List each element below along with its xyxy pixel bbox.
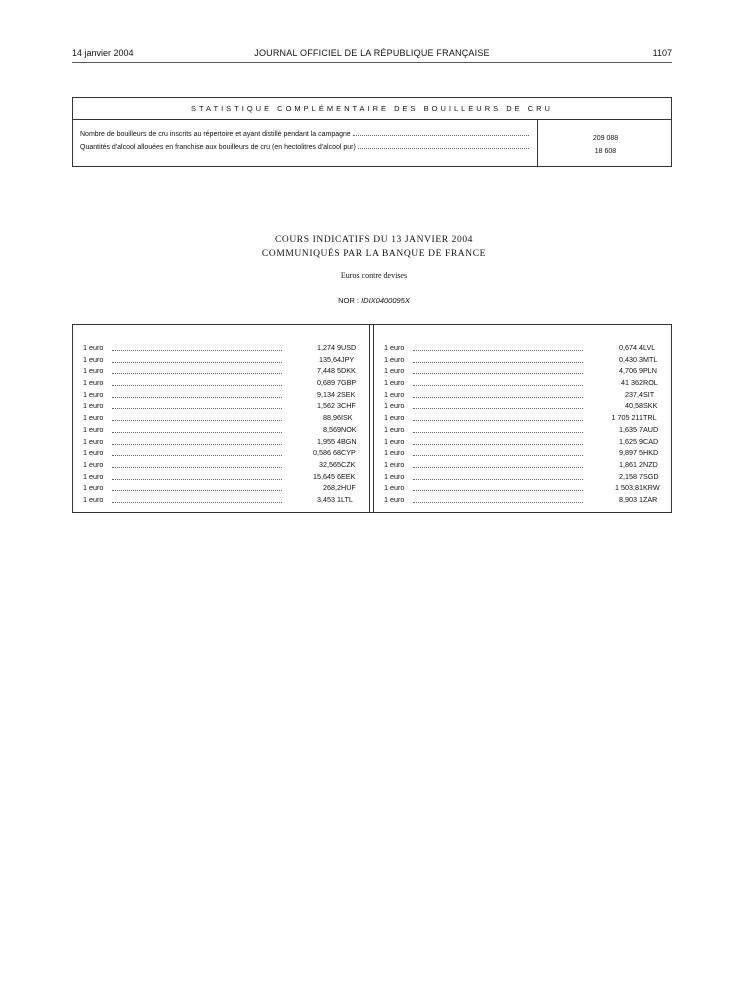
rate-value: 0,430 3: [619, 354, 643, 364]
currency-code: SEK: [341, 389, 356, 399]
section-title-line2: COMMUNIQUÉS PAR LA BANQUE DE FRANCE: [261, 249, 487, 259]
dot-leader: [413, 408, 583, 409]
rate-value: 2,158 7: [619, 471, 643, 481]
rate-label: 1 euro: [384, 343, 405, 352]
rate-row: [384, 424, 664, 436]
rate-label: 1 euro: [83, 366, 104, 376]
dot-leader: [413, 490, 583, 491]
dot-leader: [112, 408, 282, 409]
rate-value: 15,645 6: [313, 471, 341, 481]
rate-row: [384, 447, 664, 459]
header-date: 14 janvier 2004: [72, 48, 134, 58]
rates-column-right: [384, 342, 664, 506]
rate-value: 1 705 211: [611, 413, 643, 423]
currency-code: KRW: [643, 483, 660, 493]
dot-leader: [112, 385, 282, 386]
rate-row: [83, 365, 359, 377]
rate-label: 1 euro: [384, 413, 405, 423]
currency-code: SKK: [643, 401, 658, 411]
currency-code: ZAR: [643, 494, 658, 504]
dot-leader: [112, 479, 282, 480]
dot-leader: [413, 350, 583, 351]
rate-label: 1 euro: [83, 401, 104, 411]
currency-code: BGN: [341, 436, 357, 446]
rate-row: [384, 365, 664, 377]
rate-value: 0,689 7: [317, 378, 341, 388]
rate-value: 1,562 3: [317, 401, 341, 411]
currency-code: PLN: [643, 366, 657, 376]
currency-code: JPY: [341, 354, 355, 364]
rate-value: 88,96: [323, 413, 341, 423]
dot-leader: [413, 455, 583, 456]
dot-leader: [353, 131, 529, 136]
rate-row: [83, 412, 359, 424]
currency-code: CZK: [341, 459, 356, 469]
dot-leader: [413, 502, 583, 503]
header-rule: [72, 62, 672, 63]
rate-value: 8,903 1: [619, 494, 643, 504]
stat-row-value: 209 088: [592, 135, 619, 142]
dot-leader: [112, 362, 282, 363]
dot-leader: [413, 397, 583, 398]
rate-row: [83, 424, 359, 436]
rate-label: 1 euro: [83, 483, 104, 493]
rate-label: 1 euro: [384, 483, 405, 493]
rate-row: [83, 436, 359, 448]
dot-leader: [413, 373, 583, 374]
rate-row: [384, 459, 664, 471]
rate-value: 1,955 4: [317, 436, 341, 446]
dot-leader: [112, 467, 282, 468]
rate-label: 1 euro: [384, 401, 405, 411]
rate-row: [384, 342, 664, 354]
dot-leader: [112, 373, 282, 374]
rate-value: 1,635 7: [619, 424, 643, 434]
dot-leader: [112, 455, 282, 456]
rates-column-left: [83, 342, 359, 506]
rate-label: 1 euro: [83, 448, 104, 458]
page-header: [72, 48, 672, 62]
rate-row: [384, 471, 664, 483]
stat-row-label-text: Nombre de bouilleurs de cru inscrits au répertoire et ayant distillé pendant la campagne: [80, 131, 351, 138]
rate-label: 1 euro: [83, 343, 104, 352]
rate-row: [83, 389, 359, 401]
stat-row-label: [80, 131, 531, 138]
rate-label: 1 euro: [83, 378, 104, 388]
currency-code: DKK: [341, 366, 356, 376]
section-title-line1: COURS INDICATIFS DU 13 JANVIER 2004: [274, 235, 474, 245]
rate-value: 9,134 2: [317, 389, 341, 399]
rate-row: [384, 354, 664, 366]
rate-value: 1,861 2: [619, 459, 643, 469]
rate-value: 3,453 1: [317, 494, 341, 504]
statistics-table: [72, 97, 672, 167]
dot-leader: [413, 385, 583, 386]
rate-row: [384, 494, 664, 506]
currency-code: HKD: [643, 448, 659, 458]
rate-label: 1 euro: [83, 389, 104, 399]
dot-leader: [112, 397, 282, 398]
rate-value: 268,2: [323, 483, 341, 493]
rate-label: 1 euro: [83, 494, 104, 504]
currency-code: LVL: [643, 343, 656, 352]
rate-value: 7,448 5: [317, 366, 341, 376]
page-number: 1107: [652, 48, 672, 58]
dot-leader: [413, 432, 583, 433]
dot-leader: [413, 362, 583, 363]
rate-label: 1 euro: [384, 424, 405, 434]
nor-reference: [0, 296, 748, 305]
rate-label: 1 euro: [384, 366, 405, 376]
dot-leader: [413, 467, 583, 468]
currency-code: SGD: [643, 471, 659, 481]
rate-row: [384, 377, 664, 389]
nor-code: IDIX0400095X: [361, 296, 410, 305]
rate-label: 1 euro: [384, 378, 405, 388]
rate-row: [83, 400, 359, 412]
currency-code: NZD: [643, 459, 658, 469]
currency-code: LTL: [341, 494, 353, 504]
currency-code: AUD: [643, 424, 659, 434]
currency-code: CAD: [643, 436, 659, 446]
rate-label: 1 euro: [384, 448, 405, 458]
currency-code: MTL: [643, 354, 658, 364]
dot-leader: [112, 490, 282, 491]
rate-row: [384, 400, 664, 412]
rate-label: 1 euro: [384, 471, 405, 481]
currency-code: SIT: [643, 389, 655, 399]
statistics-table-title: STATISTIQUE COMPLÉMENTAIRE DES BOUILLEURS DE CRU: [73, 98, 671, 120]
rate-value: 41 362: [621, 378, 643, 388]
rate-value: 237,4: [625, 389, 643, 399]
rate-row: [83, 447, 359, 459]
stat-row-label-text: Quantités d'alcool allouées en franchise aux bouilleurs de cru (en hectolitres d'alcool pur): [80, 144, 356, 151]
dot-leader: [112, 502, 282, 503]
rate-label: 1 euro: [83, 413, 104, 423]
rate-row: [83, 482, 359, 494]
section-subtitle: Euros contre devises: [340, 271, 408, 280]
rate-row: [83, 377, 359, 389]
rate-label: 1 euro: [83, 424, 104, 434]
currency-code: ROL: [643, 378, 658, 388]
rate-value: 40,58: [625, 401, 643, 411]
rate-row: [83, 342, 359, 354]
currency-code: HUF: [341, 483, 356, 493]
currency-code: TRL: [643, 413, 657, 423]
rate-row: [83, 354, 359, 366]
rate-label: 1 euro: [83, 436, 104, 446]
currency-code: ISK: [341, 413, 353, 423]
rate-label: 1 euro: [384, 494, 405, 504]
dot-leader: [413, 420, 583, 421]
rate-label: 1 euro: [384, 459, 405, 469]
stat-row-label: [80, 144, 531, 151]
rate-value: 9,897 5: [619, 448, 643, 458]
rate-label: 1 euro: [384, 354, 405, 364]
rate-value: 0,586 68: [313, 448, 341, 458]
exchange-rates-table: [72, 324, 672, 513]
rate-row: [384, 482, 664, 494]
rate-value: 4,706 9: [619, 366, 643, 376]
currency-code: GBP: [341, 378, 357, 388]
dot-leader: [112, 350, 282, 351]
double-column-divider: [369, 325, 374, 512]
nor-label: NOR :: [338, 296, 359, 305]
dot-leader: [413, 444, 583, 445]
rate-row: [83, 459, 359, 471]
rate-value: 1,625 9: [619, 436, 643, 446]
rate-value: 32,565: [319, 459, 341, 469]
rate-value: 0,674 4: [619, 343, 643, 352]
rate-label: 1 euro: [83, 354, 104, 364]
rate-label: 1 euro: [384, 436, 405, 446]
rate-label: 1 euro: [384, 389, 405, 399]
currency-code: NOK: [341, 424, 357, 434]
currency-code: USD: [341, 343, 357, 352]
rate-row: [384, 412, 664, 424]
dot-leader: [112, 432, 282, 433]
dot-leader: [112, 420, 282, 421]
dot-leader: [413, 479, 583, 480]
rate-row: [384, 436, 664, 448]
column-divider: [537, 119, 538, 166]
rate-row: [83, 471, 359, 483]
dot-leader: [358, 144, 529, 149]
currency-code: EEK: [341, 471, 356, 481]
currency-code: CHF: [341, 401, 356, 411]
rate-row: [83, 494, 359, 506]
rate-value: 1,274 9: [317, 343, 341, 352]
rate-value: 1 503,81: [615, 483, 643, 493]
currency-code: CYP: [341, 448, 356, 458]
stat-row-value: 18 608: [594, 148, 617, 155]
dot-leader: [112, 444, 282, 445]
journal-title: JOURNAL OFFICIEL DE LA RÉPUBLIQUE FRANÇAISE: [254, 48, 490, 58]
rate-value: 8,569: [323, 424, 341, 434]
rate-row: [384, 389, 664, 401]
rate-value: 135,64: [319, 354, 341, 364]
rate-label: 1 euro: [83, 471, 104, 481]
rate-label: 1 euro: [83, 459, 104, 469]
